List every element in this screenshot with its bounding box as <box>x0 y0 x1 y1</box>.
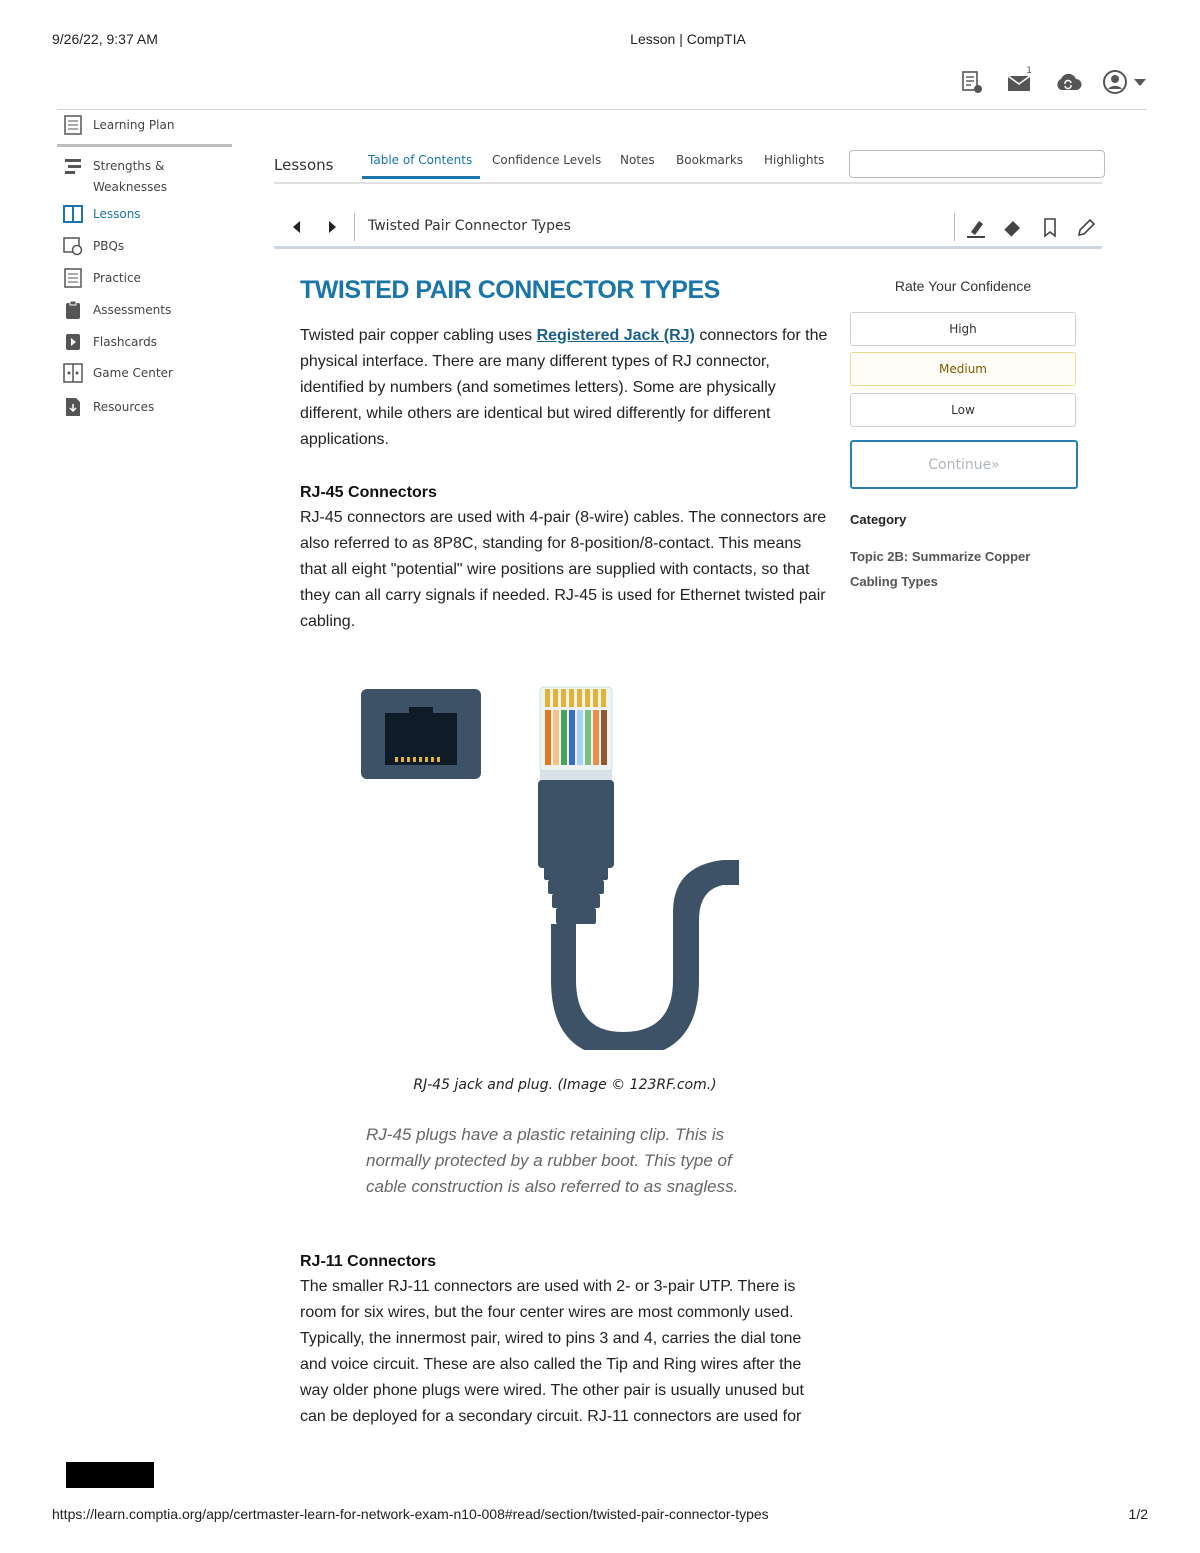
sidebar-item-strengths[interactable] <box>57 153 233 201</box>
tab-highlights[interactable]: Highlights <box>764 153 825 167</box>
tab-notes[interactable]: Notes <box>620 153 655 167</box>
sidebar-item-label: Learning Plan <box>93 118 175 132</box>
rj45-jack <box>361 689 481 779</box>
confidence-medium-button[interactable]: Medium <box>850 352 1076 386</box>
book-icon <box>63 204 83 224</box>
practice-icon <box>63 268 83 288</box>
rj45-plug <box>540 687 612 782</box>
lesson-tabs <box>274 146 1102 184</box>
tab-table-of-contents[interactable]: Table of Contents <box>362 153 480 179</box>
print-datetime: 9/26/22, 9:37 AM <box>52 31 158 47</box>
sidebar-item-lessons[interactable] <box>57 201 233 227</box>
tab-confidence-levels[interactable]: Confidence Levels <box>492 153 602 167</box>
sidebar-item-practice[interactable] <box>57 265 233 291</box>
mail-badge: 1 <box>1026 66 1032 76</box>
sidebar-item-game-center[interactable] <box>57 360 233 386</box>
bookmark-button[interactable] <box>1038 216 1062 240</box>
tab-bookmarks[interactable]: Bookmarks <box>676 153 744 167</box>
registered-jack-link[interactable]: Registered Jack (RJ) <box>536 327 695 344</box>
rj45-paragraph: RJ-45 connectors are used with 4-pair (8-wire) cables. The connectors are also referred to as 8P8C, standing for 8-position/8-contact. This means that all eight "potential" wire positions are supplied with contacts, so that they can all carry signals if needed. RJ-45 is used for Ethernet twisted pair cabling. <box>300 509 827 630</box>
rj45-illustration <box>355 680 755 1050</box>
search-input[interactable] <box>849 150 1105 178</box>
cloud-sync-icon[interactable] <box>1054 68 1082 96</box>
sidebar-item-label: Assessments <box>93 303 172 317</box>
section-title: Twisted Pair Connector Types <box>368 218 571 234</box>
sidebar <box>57 112 233 420</box>
highlighter-icon <box>965 217 987 239</box>
category-label: Category <box>850 512 907 527</box>
confidence-high-button[interactable]: High <box>850 312 1076 346</box>
section-navbar <box>274 210 1102 249</box>
pencil-icon <box>1075 217 1097 239</box>
strengths-icon <box>63 156 83 176</box>
prev-section-button[interactable] <box>288 218 304 236</box>
nav-divider <box>354 213 355 241</box>
sidebar-item-label: Practice <box>93 271 141 285</box>
eraser-icon <box>1001 217 1023 239</box>
mail-icon[interactable] <box>1006 68 1034 96</box>
sidebar-divider <box>57 144 232 147</box>
category-topic: Topic 2B: Summarize Copper Cabling Types <box>850 549 1031 589</box>
sidebar-item-pbqs[interactable] <box>57 233 233 259</box>
sidebar-item-flashcards[interactable] <box>57 329 233 355</box>
continue-button[interactable]: Continue» <box>850 440 1078 489</box>
page-title: TWISTED PAIR CONNECTOR TYPES <box>300 276 720 304</box>
rj11-paragraph: The smaller RJ-11 connectors are used with 2- or 3-pair UTP. There is room for six wires, but the four center wires are most commonly used. Typically, the innermost pair, wired to pins 3 and 4, carries the dial tone and voice circuit. These are also called the Tip and Ring wires after the way older phone plugs were wired. The other pair is usually unused but can be deployed for a secondary circuit. RJ-11 connectors are used for <box>300 1278 804 1425</box>
sidebar-item-label: Lessons <box>93 207 141 221</box>
sidebar-item-resources[interactable] <box>57 394 233 420</box>
highlight-tool-button[interactable] <box>964 216 988 240</box>
game-icon <box>63 363 83 383</box>
report-icon[interactable] <box>958 68 986 96</box>
sidebar-item-assessments[interactable] <box>57 297 233 323</box>
redaction-block <box>66 1462 154 1488</box>
eraser-tool-button[interactable] <box>1000 216 1024 240</box>
rj11-section <box>300 1250 830 1430</box>
intro-paragraph <box>300 323 830 453</box>
lessons-label: Lessons <box>274 156 334 174</box>
image-caption: RJ-45 jack and plug. (Image © 123RF.com.) <box>413 1077 717 1093</box>
print-url: https://learn.comptia.org/app/certmaster-learn-for-network-exam-n10-008#read/section/twisted-pair-connector-types <box>52 1506 769 1522</box>
caret-right-icon <box>328 220 338 234</box>
confidence-title: Rate Your Confidence <box>894 278 1032 294</box>
header-divider <box>57 109 1147 110</box>
next-section-button[interactable] <box>325 218 341 236</box>
sidebar-item-label: Game Center <box>93 366 173 380</box>
flashcard-icon <box>63 332 83 352</box>
print-page-title: Lesson | CompTIA <box>630 31 746 47</box>
top-toolbar <box>958 68 1148 96</box>
user-icon[interactable] <box>1102 68 1148 96</box>
download-icon <box>63 397 83 417</box>
callout-note: RJ-45 plugs have a plastic retaining clip. This is normally protected by a rubber boot. This type of cable construction is also referred to as snagless. <box>366 1125 739 1196</box>
sidebar-item-label: PBQs <box>93 239 125 253</box>
clipboard-icon <box>63 300 83 320</box>
pbq-icon <box>63 236 83 256</box>
rj45-heading: RJ-45 Connectors <box>300 484 437 501</box>
confidence-low-button[interactable]: Low <box>850 393 1076 427</box>
lesson-content <box>300 276 830 635</box>
intro-text: connectors for the physical interface. There are many different types of RJ connector, identified by numbers (and sometimes letters). Some are physically different, while others are identical but wired differently for different applications. <box>300 327 828 448</box>
caret-left-icon <box>291 220 301 234</box>
learning-plan-icon <box>63 115 83 135</box>
sidebar-item-label: Flashcards <box>93 335 157 349</box>
rj11-heading: RJ-11 Connectors <box>300 1253 437 1270</box>
rj45-cable <box>538 780 739 1050</box>
sidebar-item-label: Resources <box>93 400 155 414</box>
sidebar-item-learning-plan[interactable] <box>57 112 233 138</box>
note-pencil-button[interactable] <box>1074 216 1098 240</box>
sidebar-item-label: Strengths & Weaknesses <box>93 159 167 194</box>
print-page-number: 1/2 <box>1128 1506 1148 1522</box>
bookmark-icon <box>1042 217 1058 239</box>
intro-text: Twisted pair copper cabling uses <box>300 327 537 344</box>
tools-divider <box>954 213 955 241</box>
